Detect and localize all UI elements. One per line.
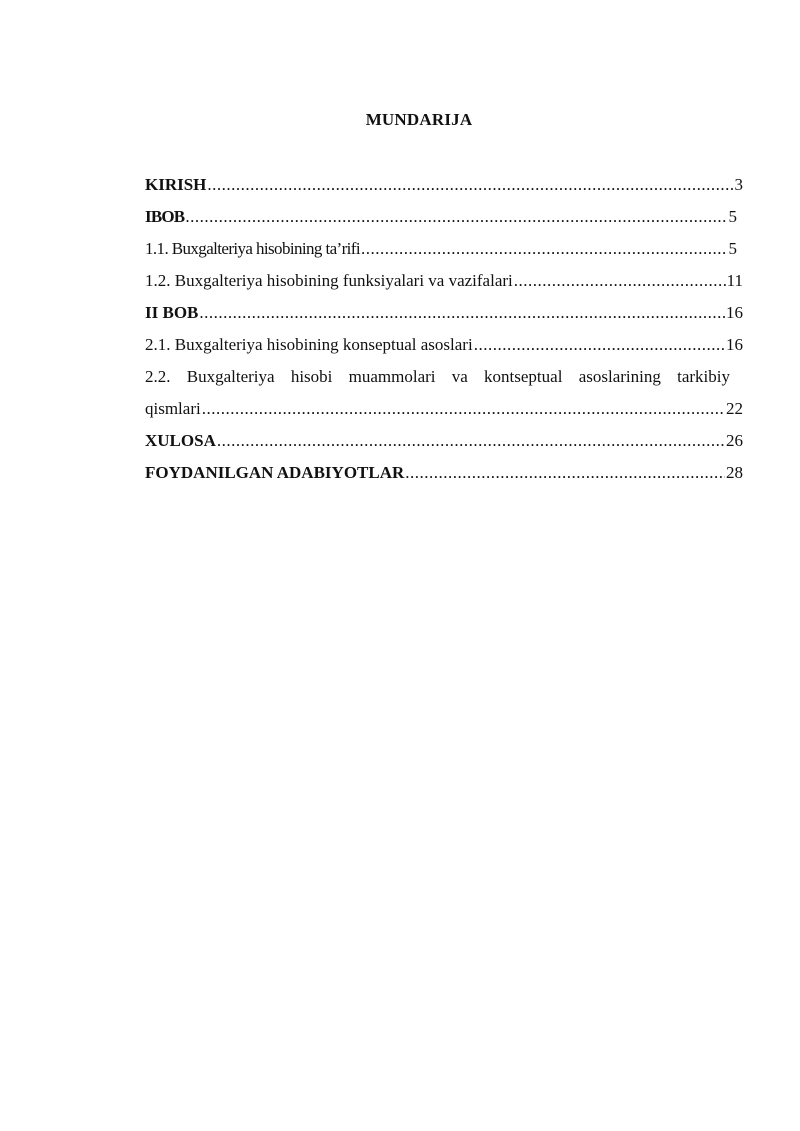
toc-entry-kirish bbox=[145, 175, 743, 207]
toc-entry-2-1 bbox=[145, 335, 743, 367]
toc-entry-2-2-line-2 bbox=[145, 399, 743, 431]
toc-entry-1-1 bbox=[145, 239, 737, 271]
toc-entry-xulosa bbox=[145, 431, 743, 463]
toc-entry-adabiyotlar bbox=[145, 463, 743, 495]
toc-word: muammolari bbox=[348, 367, 436, 386]
toc-page-number: 3 bbox=[734, 175, 743, 194]
toc-label: 2.1. Buxgalteriya hisobining konseptual asoslari bbox=[145, 335, 473, 354]
toc-word: tarkibiy bbox=[677, 367, 730, 386]
toc-leader-dots bbox=[474, 335, 725, 355]
toc-page-number: 16 bbox=[726, 335, 743, 354]
toc-leader-dots bbox=[185, 207, 727, 227]
toc-page-number: 5 bbox=[728, 239, 737, 258]
toc-word: asoslarining bbox=[578, 367, 661, 386]
toc-entry-1-2 bbox=[145, 271, 743, 303]
toc-label: XULOSA bbox=[145, 431, 216, 450]
toc-label: KIRISH bbox=[145, 175, 207, 194]
toc-leader-dots bbox=[199, 303, 725, 323]
toc-leader-dots bbox=[405, 463, 725, 483]
page-title: MUNDARIJA bbox=[365, 110, 473, 129]
toc-page-number: 5 bbox=[728, 207, 737, 226]
toc-word: kontseptual bbox=[484, 367, 563, 386]
toc-label: IBOB bbox=[145, 207, 185, 226]
toc-leader-dots bbox=[514, 271, 726, 291]
toc-label: 1.1. Buxgalteriya hisobining ta’rifi bbox=[145, 239, 360, 258]
toc-entry-2-2-line-1 bbox=[145, 367, 730, 399]
toc-label: II BOB bbox=[145, 303, 199, 322]
toc-page-number: 26 bbox=[726, 431, 743, 450]
toc-label: qismlari bbox=[145, 399, 201, 418]
toc-word: va bbox=[451, 367, 468, 386]
table-of-contents bbox=[145, 175, 743, 495]
toc-page-number: 16 bbox=[726, 303, 743, 322]
toc-leader-dots bbox=[217, 431, 725, 451]
toc-page-number: 22 bbox=[726, 399, 743, 418]
toc-word: 2.2. bbox=[145, 367, 171, 386]
toc-label: FOYDANILGAN ADABIYOTLAR bbox=[145, 463, 405, 482]
toc-page-number: 11 bbox=[726, 271, 743, 290]
toc-leader-dots bbox=[202, 399, 725, 419]
toc-word: hisobi bbox=[290, 367, 333, 386]
toc-leader-dots bbox=[207, 175, 733, 195]
toc-page-number: 28 bbox=[726, 463, 743, 482]
toc-word: Buxgalteriya bbox=[186, 367, 275, 386]
toc-entry-bob-1 bbox=[145, 207, 737, 239]
toc-label: 1.2. Buxgalteriya hisobining funksiyalari va vazifalari bbox=[145, 271, 513, 290]
toc-entry-bob-2 bbox=[145, 303, 743, 335]
toc-leader-dots bbox=[361, 239, 728, 259]
